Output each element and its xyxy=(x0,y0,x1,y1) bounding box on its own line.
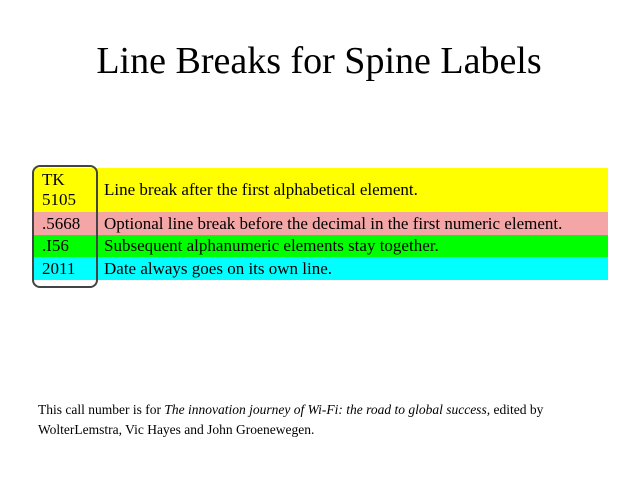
call-number-line: TK xyxy=(42,170,65,189)
rule-row-date xyxy=(34,257,608,280)
rule-description: Optional line break before the decimal in the first numeric element. xyxy=(104,213,563,233)
caption-book-title: The innovation journey of Wi-Fi: the road to global success, xyxy=(164,402,491,417)
caption-prefix: This call number is for xyxy=(38,402,165,417)
rule-description: Subsequent alphanumeric elements stay together. xyxy=(104,236,439,255)
call-number-part: .I56 xyxy=(42,236,69,255)
caption xyxy=(38,400,608,440)
rule-row-decimal xyxy=(34,212,608,235)
spine-label-outline xyxy=(32,165,98,288)
caption-suffix: edited by WolterLemstra, Vic Hayes and John Groenewegen. xyxy=(38,402,544,437)
call-number-line: 5105 xyxy=(42,190,76,209)
spine-label-table xyxy=(34,168,608,280)
slide-title: Line Breaks for Spine Labels xyxy=(96,40,542,82)
call-number-part: 2011 xyxy=(42,258,76,278)
rule-description: Line break after the first alphabetical element. xyxy=(104,180,418,199)
rule-description: Date always goes on its own line. xyxy=(104,258,333,278)
rule-row-alphabetical xyxy=(34,168,608,212)
call-number-part: .5668 xyxy=(42,213,81,233)
rule-row-alphanumeric xyxy=(34,235,608,257)
